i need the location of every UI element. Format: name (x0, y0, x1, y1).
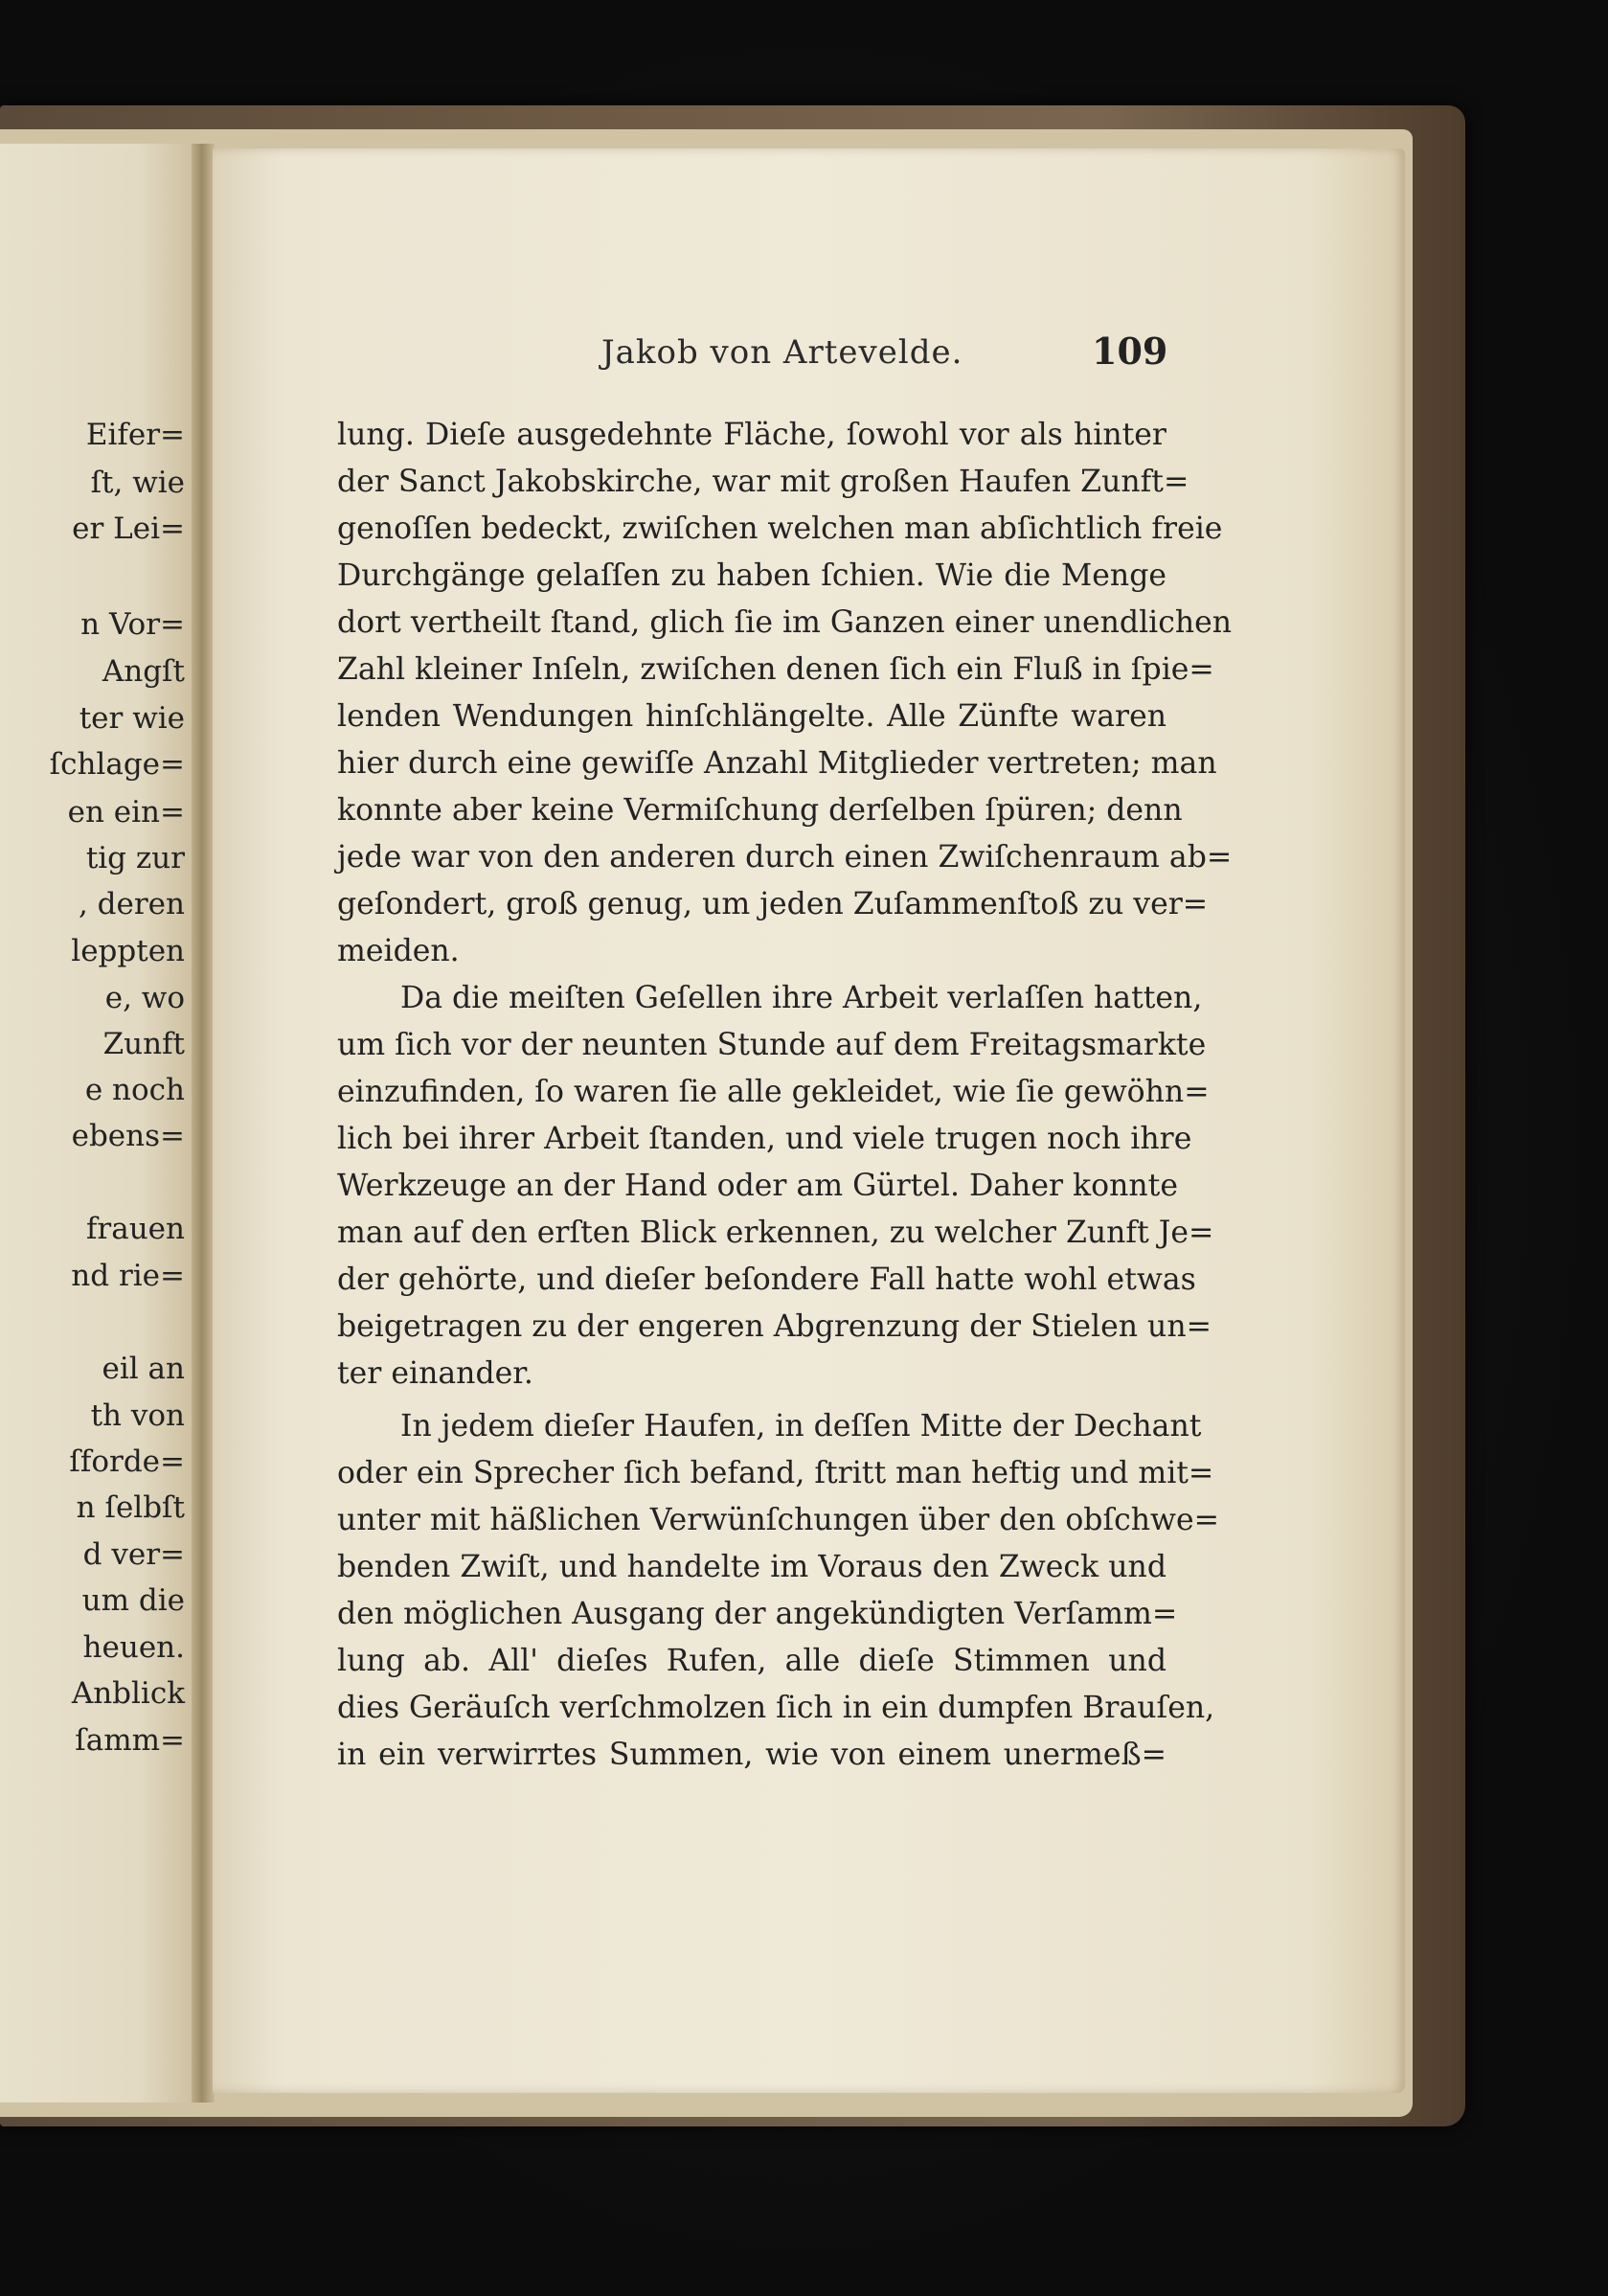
text-line: Da die meiſten Geſellen ihre Arbeit verlaſſen hatten, (400, 981, 1203, 1015)
text-line: Zahl kleiner Inſeln, zwiſchen denen ſich ein Fluß in ſpie= (337, 652, 1214, 687)
text-line: genoſſen bedeckt, zwiſchen welchen man abſichtlich freie (337, 511, 1223, 546)
running-title: Jakob von Artevelde. (601, 333, 963, 372)
running-head (0, 330, 1608, 381)
left-fragment: e, wo (104, 981, 185, 1015)
text-line: um ſich vor der neunten Stunde auf dem Freitagsmarkte (337, 1028, 1207, 1062)
left-fragment: Zunft (102, 1027, 185, 1061)
text-line: in ein verwirrtes Summen, wie von einem unermeß= (337, 1738, 1166, 1772)
text-line: meiden. (337, 934, 460, 968)
text-line: lich bei ihrer Arbeit ſtanden, und viele trugen noch ihre (337, 1122, 1192, 1156)
left-fragment: Eifer= (85, 418, 185, 452)
left-fragment: ſforde= (69, 1444, 185, 1479)
text-line: beigetragen zu der engeren Abgrenzung der Stielen un= (337, 1309, 1212, 1344)
text-line: Werkzeuge an der Hand oder am Gürtel. Daher konnte (337, 1169, 1178, 1203)
text-line: ter einander. (337, 1356, 533, 1391)
left-fragment: Angſt (102, 654, 185, 689)
left-fragment: d ver= (82, 1537, 185, 1572)
text-line: den möglichen Ausgang der angekündigten Verſamm= (337, 1597, 1178, 1631)
text-line: unter mit häßlichen Verwünſchungen über den obſchwe= (337, 1503, 1220, 1537)
text-line: lung. Dieſe ausgedehnte Fläche, ſowohl vor als hinter (337, 418, 1166, 452)
body-text (337, 412, 1233, 1779)
left-fragment: , deren (78, 887, 185, 921)
text-line: geſondert, groß genug, um jeden Zuſammenſtoß zu ver= (337, 887, 1209, 921)
text-line: lenden Wendungen hinſchlängelte. Alle Zünfte waren (337, 699, 1166, 734)
text-line: In jedem dieſer Haufen, in deſſen Mitte der Dechant (400, 1409, 1202, 1444)
text-line: jede war von den anderen durch einen Zwiſchenraum ab= (337, 840, 1233, 875)
left-fragment: eil an (102, 1352, 185, 1386)
left-fragment: nd rie= (71, 1259, 185, 1293)
text-line: oder ein Sprecher ſich befand, ſtritt man heftig und mit= (337, 1456, 1214, 1490)
left-fragment: tig zur (85, 841, 185, 875)
text-line: benden Zwiſt, und handelte im Voraus den Zweck und (337, 1550, 1166, 1584)
text-line: Durchgänge gelaſſen zu haben ſchien. Wie die Menge (337, 558, 1166, 593)
text-line: der gehörte, und dieſer beſondere Fall hatte wohl etwas (337, 1262, 1196, 1297)
text-line: der Sanct Jakobskirche, war mit großen Haufen Zunft= (337, 465, 1189, 499)
text-line: lung ab. All' dieſes Rufen, alle dieſe Stimmen und (337, 1644, 1166, 1678)
left-fragment: er Lei= (72, 511, 185, 546)
text-line: konnte aber keine Vermiſchung derſelben ſpüren; denn (337, 793, 1183, 828)
left-fragment: ebens= (71, 1119, 185, 1153)
left-fragment: en ein= (67, 795, 185, 830)
left-fragment: Anblick (71, 1676, 185, 1711)
left-fragment: ſt, wie (90, 466, 185, 500)
left-fragment: ſchlage= (49, 747, 185, 782)
left-fragment: th von (90, 1398, 185, 1433)
left-page (0, 144, 196, 2103)
text-line: einzufinden, ſo waren ſie alle gekleidet, wie ſie gewöhn= (337, 1075, 1210, 1109)
left-fragment: frauen (85, 1212, 185, 1246)
text-line: dort vertheilt ſtand, glich ſie im Ganzen einer unendlichen (337, 605, 1233, 640)
left-fragment: n ſelbſt (76, 1490, 185, 1525)
page-number: 109 (1092, 330, 1168, 373)
left-fragment: um die (81, 1583, 185, 1618)
left-fragment: heuen. (82, 1630, 185, 1665)
left-fragment: ſamm= (75, 1723, 185, 1758)
text-line: man auf den erſten Blick erkennen, zu welcher Zunft Je= (337, 1216, 1214, 1250)
left-fragment: leppten (71, 934, 185, 968)
text-line: hier durch eine gewiſſe Anzahl Mitglieder vertreten; man (337, 746, 1217, 781)
left-fragment: n Vor= (80, 607, 185, 642)
book-gutter (192, 144, 215, 2103)
left-fragment: ter wie (79, 701, 185, 736)
text-line: dies Geräuſch verſchmolzen ſich in ein dumpfen Brauſen, (337, 1691, 1215, 1725)
left-fragment: e noch (84, 1073, 185, 1107)
